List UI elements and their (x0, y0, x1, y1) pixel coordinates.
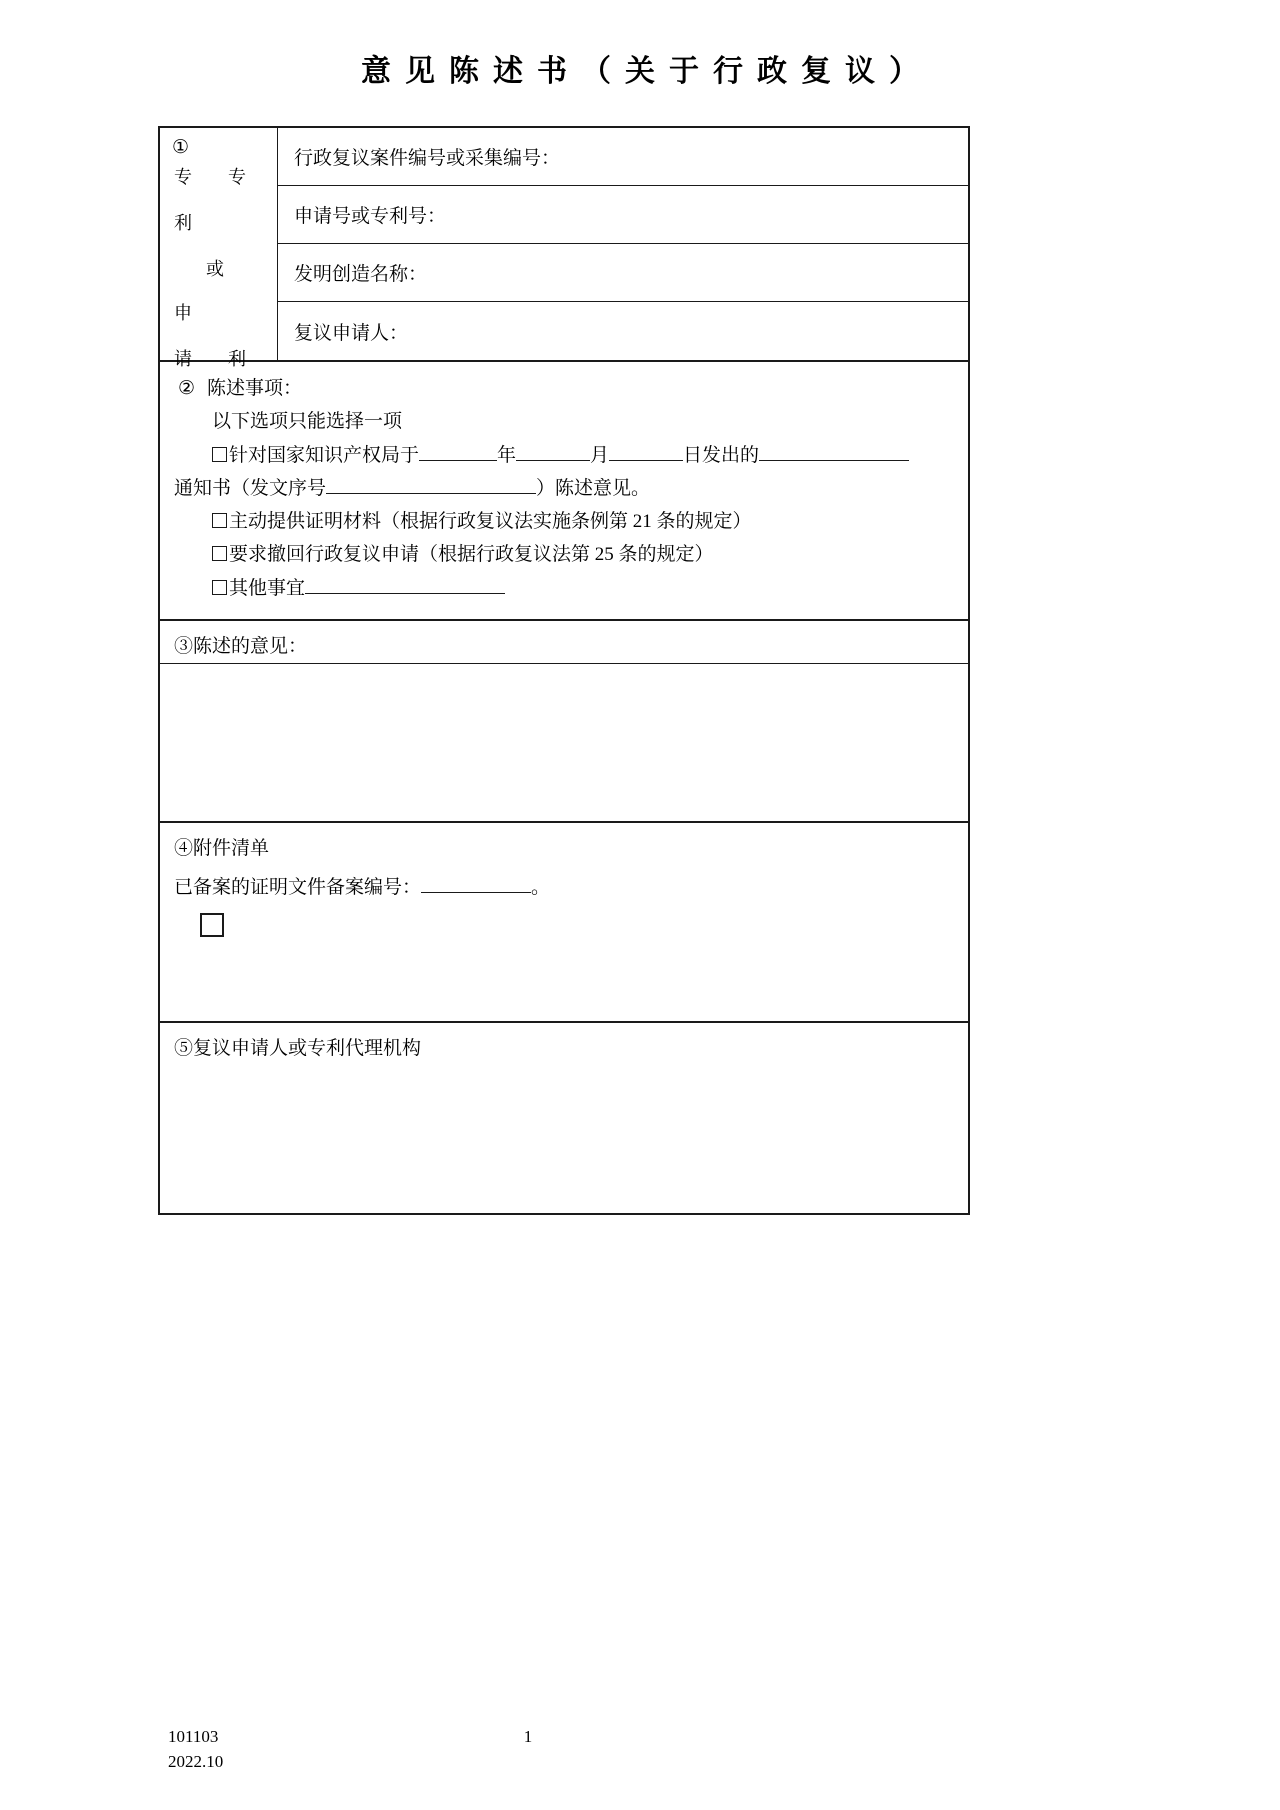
blank-day[interactable] (609, 460, 683, 461)
section-1-fields (278, 128, 968, 360)
section-4-record-line-prefix: 已备案的证明文件备案编号： (174, 876, 422, 898)
section-4-heading: 附件清单 (193, 837, 270, 859)
vertical-char-right-3: 利 (228, 349, 246, 369)
section-4-attachment-list (160, 821, 968, 1021)
section-5-circle-number: ⑤ (174, 1037, 194, 1059)
option-1-continuation-prefix: 通知书（发文序号 (174, 477, 327, 499)
vertical-char-left-2: 利 (174, 213, 192, 233)
option-3-row[interactable] (174, 538, 954, 571)
section-2-statement-matters (160, 360, 968, 619)
blank-record-number[interactable] (421, 892, 531, 893)
field-invention-title-label: 发明创造名称： (294, 264, 428, 285)
option-1-continuation-row (174, 472, 954, 505)
page-title: 意见陈述书（关于行政复议） (361, 55, 933, 88)
footer-version-date: 2022.10 (168, 1751, 224, 1771)
blank-notice-name[interactable] (759, 460, 909, 461)
section-4-record-number-row (174, 872, 954, 899)
section-5-heading: 复议申请人或专利代理机构 (193, 1037, 422, 1059)
blank-document-serial[interactable] (326, 493, 536, 494)
section-1-vertical-label-cell (160, 128, 278, 369)
vertical-char-left-3: 申 (174, 303, 192, 323)
section-3-circle-number: ③ (174, 635, 194, 657)
field-reconsideration-applicant[interactable] (278, 302, 968, 360)
field-application-or-patent-number[interactable] (278, 186, 968, 244)
option-3-text: 要求撤回行政复议申请（根据行政复议法第 25 条的规定） (229, 544, 714, 566)
field-invention-title[interactable] (278, 244, 968, 302)
option-1-text-before-year: 针对国家知识产权局于 (229, 444, 420, 466)
vertical-char-right-2: 或 (206, 259, 224, 279)
footer-page-number: 1 (523, 1727, 533, 1746)
vertical-char-right-1: 专 (228, 167, 246, 187)
blank-month[interactable] (516, 460, 590, 461)
field-case-number[interactable] (278, 128, 968, 186)
vertical-char-left-4: 请 (174, 349, 192, 369)
option-4-row[interactable] (174, 572, 954, 605)
option-1-continuation-suffix: ）陈述意见。 (536, 477, 651, 499)
form-table (158, 126, 970, 1215)
section-1-circle-number: ① (172, 137, 190, 158)
section-5-applicant-or-agency[interactable] (160, 1021, 968, 1213)
section-3-heading: 陈述的意见： (193, 635, 308, 657)
checkbox-attachment[interactable] (200, 913, 224, 937)
section-3-inner-rule (160, 663, 968, 664)
checkbox-option-2[interactable] (212, 513, 227, 528)
section-2-heading-row (174, 372, 954, 405)
section-2-note: 以下选项只能选择一项 (212, 411, 403, 433)
blank-other-matters[interactable] (305, 593, 505, 594)
footer-form-code: 101103 (168, 1727, 219, 1746)
checkbox-option-1[interactable] (212, 447, 227, 462)
checkbox-option-3[interactable] (212, 546, 227, 561)
option-1-day-label: 日发出的 (683, 444, 760, 466)
section-4-heading-row (174, 833, 954, 860)
blank-year[interactable] (419, 460, 497, 461)
field-reconsideration-applicant-label: 复议申请人： (294, 322, 409, 344)
option-1-month-label: 月 (590, 444, 610, 466)
section-4-record-line-suffix: 。 (531, 876, 551, 898)
section-2-heading: 陈述事项： (207, 378, 303, 399)
option-2-text: 主动提供证明材料（根据行政复议法实施条例第 21 条的规定） (229, 511, 752, 532)
option-4-text: 其他事宜 (229, 577, 306, 599)
vertical-char-left-1: 专 (174, 167, 192, 187)
field-application-or-patent-number-label: 申请号或专利号： (294, 206, 447, 227)
option-1-year-label: 年 (497, 444, 517, 466)
option-2-row[interactable] (174, 505, 954, 538)
section-2-circle-number: ② (178, 378, 196, 399)
vertical-label-grid (160, 164, 278, 369)
option-1-notice-row[interactable] (174, 439, 954, 472)
section-4-circle-number: ④ (174, 837, 194, 859)
section-3-statement-opinion[interactable] (160, 619, 968, 821)
section-1-patent-info (160, 128, 968, 369)
checkbox-option-4[interactable] (212, 580, 227, 595)
field-case-number-label: 行政复议案件编号或采集编号： (294, 148, 561, 169)
